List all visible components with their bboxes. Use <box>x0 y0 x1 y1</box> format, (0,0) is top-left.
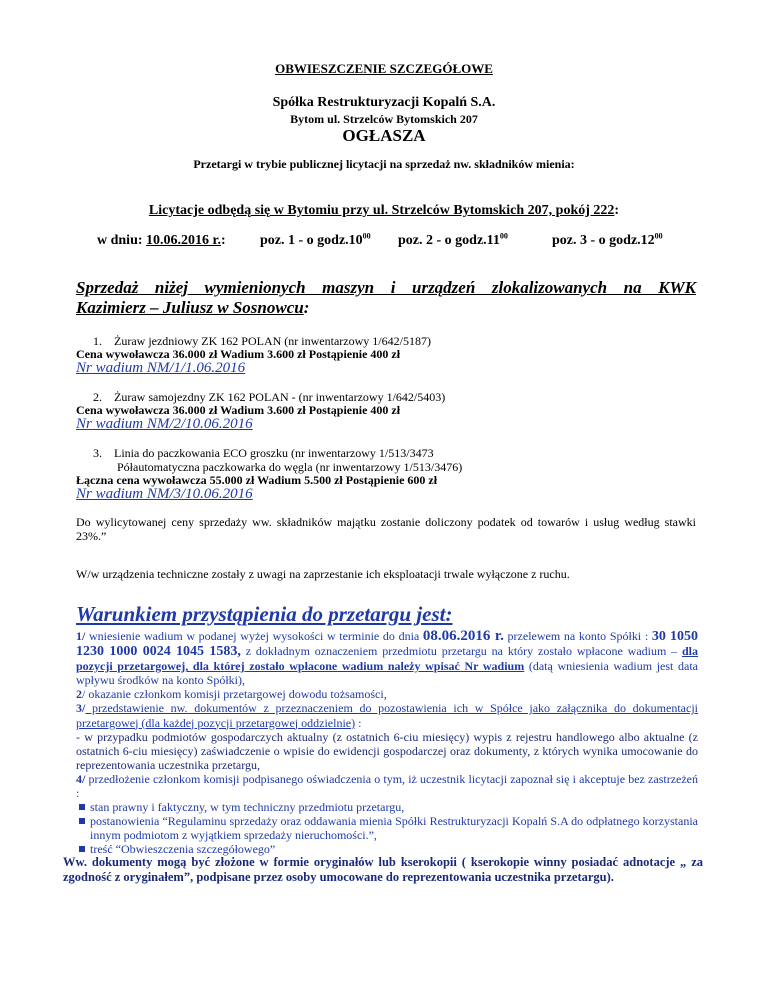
item-3-price: Łączna cena wywoławcza 55.000 zł Wadium 5.500 zł Postąpienie 600 zł <box>76 473 438 487</box>
item-1-nr-wadium: Nr wadium NM/1/1.06.2016 <box>76 360 246 376</box>
auction-date-row <box>97 233 226 249</box>
slot-minutes: 00 <box>499 231 508 241</box>
condition-4-number: 4/ <box>76 771 86 786</box>
item-name: Żuraw samojezdny ZK 162 POLAN - (nr inwentarzowy 1/642/5403) <box>114 390 446 404</box>
slot-minutes: 00 <box>654 231 663 241</box>
condition-3-colon: : <box>355 715 362 730</box>
slot-3 <box>552 233 663 249</box>
slot-label: poz. 2 - o godz. <box>398 233 487 248</box>
slot-hour: 10 <box>348 233 363 248</box>
condition-3 <box>76 701 698 729</box>
condition-4 <box>76 772 698 800</box>
slot-2 <box>398 233 508 249</box>
slot-hour: 11 <box>486 233 500 248</box>
condition-1-text-c: z dokładnym oznaczeniem przedmiotu przetargu na który zostało wpłacone wadium – <box>240 644 682 659</box>
notice-title: OBWIESZCZENIE SZCZEGÓŁOWE <box>275 61 493 76</box>
sale-heading-line1 <box>76 278 696 298</box>
item-3-nr-wadium: Nr wadium NM/3/10.06.2016 <box>76 486 253 502</box>
disabled-note: W/w urządzenia techniczne zostały z uwagi na zaprzestanie ich eksploatacji trwale wyłączone z ruchu. <box>76 567 570 581</box>
item-number: 2. <box>93 390 102 404</box>
condition-3-text: przedstawienie nw. dokumentów z przeznaczeniem do pozostawienia ich w Spółce jako załącznika do dokumentacji przetargowej (dla każdej pozycji przetargowej oddzielnie) <box>76 701 698 730</box>
auction-place-colon: : <box>614 203 620 218</box>
bank-account: 30 1050 1230 1000 0024 1045 1583, <box>76 629 699 660</box>
condition-2-text: / okazanie członkom komisji przetargowej dowodu tożsamości, <box>82 687 387 702</box>
condition-bullet-3: treść “Obwieszczenia szczegółowego” <box>76 842 698 856</box>
auction-place <box>0 203 768 219</box>
item-2-price: Cena wywoławcza 36.000 zł Wadium 3.600 zł Postąpienie 400 zł <box>76 403 401 417</box>
condition-1-text-e: (datą wniesienia wadium jest data wpływu środków na konto Spółki), <box>76 659 698 688</box>
condition-3-number: 3/ <box>76 701 86 716</box>
auction-date: 10.06.2016 r. <box>146 233 221 248</box>
auction-place-text: Licytacje odbędą się w Bytomiu przy ul. Strzelców Bytomskich 207, pokój 222 <box>148 203 615 218</box>
deposit-deadline: 08.06.2016 r. <box>422 628 504 644</box>
conditions-heading: Warunkiem przystąpienia do przetargu jest: <box>76 602 453 626</box>
conditions-body <box>76 629 698 857</box>
announces-heading: OGŁASZA <box>342 126 426 145</box>
final-note: Ww. dokumenty mogą być złożone w formie oryginałów lub kserokopii ( kserokopie winny posiadać adnotacje „ za zgodność z oryginałem”, podpisane przez osoby umocowane do reprezentowania uczestnika przetargu). <box>63 855 703 884</box>
date-colon: : <box>220 233 226 248</box>
slot-minutes: 00 <box>362 231 371 241</box>
date-label: w dniu: <box>97 233 143 248</box>
slot-1 <box>260 233 371 249</box>
item-name: Linia do paczkowania ECO groszku (nr inwentarzowy 1/513/3473 <box>114 446 434 460</box>
item-2-description <box>93 390 445 404</box>
vat-note: Do wylicytowanej ceny sprzedaży ww. składników majątku zostanie doliczony podatek od towarów i usług według stawki 23%.” <box>76 515 696 544</box>
condition-bullet-1: stan prawny i faktyczny, w tym techniczny przedmiotu przetargu, <box>76 800 698 814</box>
condition-4-text: przedłożenie członkom komisji podpisanego oświadczenia o tym, iż uczestnik licytacji zapoznał się i akceptuje bez zastrzeżeń : <box>76 771 698 801</box>
item-number: 1. <box>93 334 102 348</box>
condition-bullet-2: postanowienia “Regulaminu sprzedaży oraz oddawania mienia Spółki Restrukturyzacji Kopalń S.A do odpłatnego korzystania innym podmiotom z wyjątkiem sprzedaży nieruchomości.”, <box>76 814 698 842</box>
item-2-nr-wadium: Nr wadium NM/2/10.06.2016 <box>76 416 253 432</box>
slot-hour: 12 <box>640 233 655 248</box>
company-name: Spółka Restrukturyzacji Kopalń S.A. <box>272 95 496 110</box>
condition-1 <box>76 629 698 687</box>
condition-3-detail: - w przypadku podmiotów gospodarczych aktualny (z ostatnich 6-ciu miesięcy) wypis z rejestru handlowego albo aktualne (z ostatnich 6-ciu miesięcy) zaświadczenie o wpisie do ewidencji gospodarczej oraz dokumenty, z których wynika umocowanie do reprezentowania uczestnika przetargu, <box>76 729 698 772</box>
item-3-description-line2: Półautomatyczna paczkowarka do węgla (nr inwentarzowy 1/513/3476) <box>117 460 463 474</box>
sale-location: Kazimierz – Juliusz w Sosnowcu <box>76 298 304 317</box>
item-number: 3. <box>93 446 102 460</box>
item-1-price: Cena wywoławcza 36.000 zł Wadium 3.600 zł Postąpienie 400 zł <box>76 347 401 361</box>
slot-label: poz. 1 - o godz. <box>260 233 349 248</box>
company-address: Bytom ul. Strzelców Bytomskich 207 <box>290 112 478 126</box>
condition-1-text-b: przelewem na konto Spółki : <box>503 629 652 643</box>
item-name: Żuraw jezdniowy ZK 162 POLAN (nr inwentarzowy 1/642/5187) <box>114 334 431 348</box>
sale-heading-line2 <box>76 298 309 318</box>
condition-1-number: 1/ <box>76 629 86 643</box>
subtitle: Przetargi w trybie publicznej licytacji na sprzedaż nw. składników mienia: <box>193 157 575 171</box>
sale-heading-colon: : <box>303 298 310 317</box>
condition-2-number: 2 <box>76 687 82 702</box>
condition-1-emphasis: dla pozycji przetargowej, dla której zostało wpłacone wadium należy wpisać Nr wadium <box>76 644 699 674</box>
slot-label: poz. 3 - o godz. <box>552 233 641 248</box>
item-3-description <box>93 446 434 460</box>
item-1-description <box>93 334 431 348</box>
condition-2 <box>76 687 698 701</box>
condition-1-text: wniesienie wadium w podanej wyżej wysokości w terminie do dnia <box>85 629 423 643</box>
sale-heading-text: Sprzedaż niżej wymienionych maszyn i urządzeń zlokalizowanych na KWK <box>76 278 696 297</box>
